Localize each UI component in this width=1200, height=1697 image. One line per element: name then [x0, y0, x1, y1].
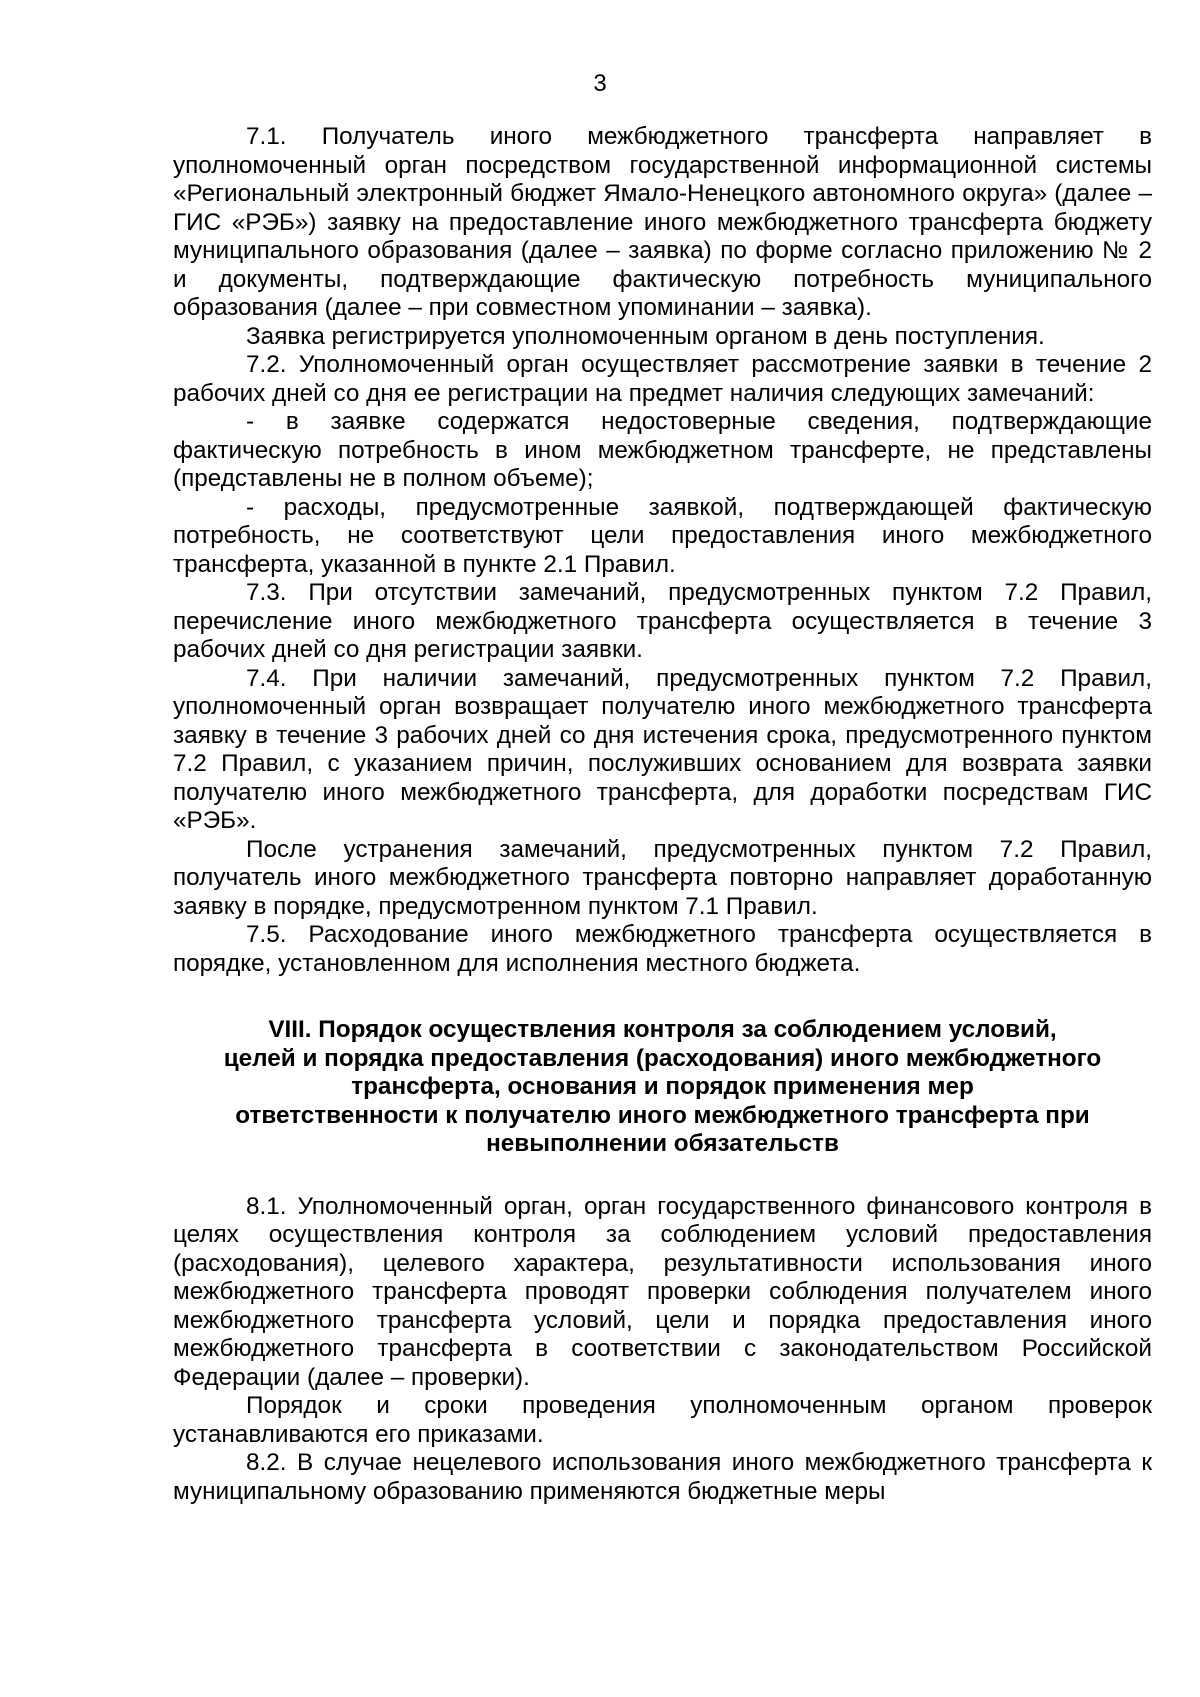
section-heading-line: целей и порядка предоставления (расходования) иного межбюджетного: [223, 1044, 1102, 1072]
paragraph-7-1: 7.1. Получатель иного межбюджетного трансферта направляет в уполномоченный орган посредством государственной информационной системы «Региональный электронный бюджет Ямало-Ненецкого автономного округа» (далее – ГИС «РЭБ») заявку на предоставление иного межбюджетного трансферта бюджету муниципального образования (далее – заявка) по форме согласно приложению № 2 и документы, подтверждающие фактическую потребность муниципального образования (далее – при совместном упоминании – заявка).: [173, 123, 1152, 321]
paragraph-8-2: 8.2. В случае нецелевого использования иного межбюджетного трансферта к муниципальному образованию применяются бюджетные меры: [173, 1449, 1152, 1505]
paragraph-7-4: 7.4. При наличии замечаний, предусмотренных пунктом 7.2 Правил, уполномоченный орган возвращает получателю иного межбюджетного трансферта заявку в течение 3 рабочих дней со дня истечения срока, предусмотренного пунктом 7.2 Правил, с указанием причин, послуживших основанием для возврата заявки получателю иного межбюджетного трансферта, для доработки посредствам ГИС «РЭБ».: [173, 664, 1152, 834]
section-heading-line: VIII. Порядок осуществления контроля за соблюдением условий,: [268, 1016, 1057, 1043]
paragraph-8-1: 8.1. Уполномоченный орган, орган государственного финансового контроля в целях осуществления контроля за соблюдением условий предоставления (расходования), целевого характера, результативности использования иного межбюджетного трансферта проводят проверки соблюдения получателем иного межбюджетного трансферта условий, цели и порядка предоставления иного межбюджетного трансферта в соответствии с законодательством Российской Федерации (далее – проверки).: [173, 1192, 1152, 1391]
paragraph-application-registration: Заявка регистрируется уполномоченным органом в день поступления.: [246, 322, 1045, 350]
page-number: 3: [593, 70, 607, 97]
list-item-expenses-mismatch: - расходы, предусмотренные заявкой, подтверждающей фактическую потребность, не соответствуют цели предоставления иного межбюджетного трансферта, указанной в пункте 2.1 Правил.: [173, 493, 1152, 578]
paragraph-7-2: 7.2. Уполномоченный орган осуществляет рассмотрение заявки в течение 2 рабочих дней со дня ее регистрации на предмет наличия следующих замечаний:: [173, 351, 1152, 407]
list-item-unreliable-data: - в заявке содержатся недостоверные сведения, подтверждающие фактическую потребность в ином межбюджетном трансферте, не представлены (представлены не в полном объеме);: [173, 408, 1152, 492]
paragraph-7-3: 7.3. При отсутствии замечаний, предусмотренных пунктом 7.2 Правил, перечисление иного межбюджетного трансферта осуществляется в течение 3 рабочих дней со дня регистрации заявки.: [173, 579, 1152, 663]
section-heading-line: трансферта, основания и порядок применения мер: [351, 1073, 974, 1100]
paragraph-7-5: 7.5. Расходование иного межбюджетного трансферта осуществляется в порядке, установленном для исполнения местного бюджета.: [173, 921, 1152, 977]
document-body: [173, 123, 1152, 1506]
section-heading-line: невыполнении обязательств: [486, 1130, 839, 1157]
section-heading-viii: [173, 1016, 1152, 1159]
paragraph-inspection-procedure: Порядок и сроки проведения уполномоченным органом проверок устанавливаются его приказами.: [173, 1392, 1152, 1448]
section-heading-line: ответственности к получателю иного межбюджетного трансферта при: [235, 1101, 1090, 1129]
paragraph-after-corrections: После устранения замечаний, предусмотренных пунктом 7.2 Правил, получатель иного межбюджетного трансферта повторно направляет доработанную заявку в порядке, предусмотренном пунктом 7.1 Правил.: [173, 835, 1152, 920]
